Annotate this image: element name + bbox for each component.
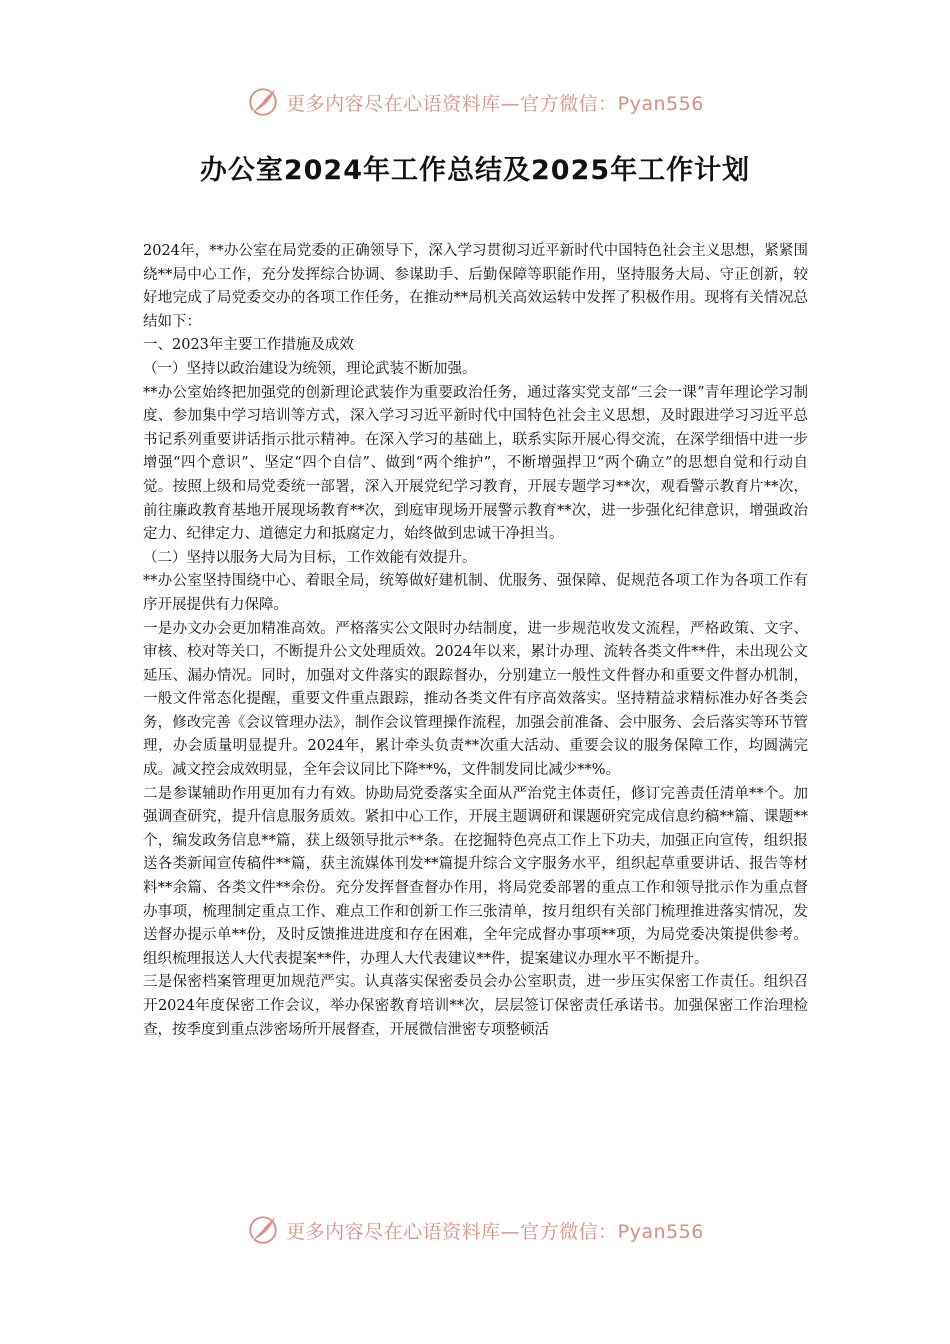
document-body xyxy=(143,240,808,1042)
body-paragraph: 三是保密档案管理更加规范严实。认真落实保密委员会办公室职责，进一步压实保密工作责任。组织召开2024年度保密工作会议，举办保密教育培训**次，层层签订保密责任承诺书。加强保密工作治理检查，按季度到重点涉密场所开展督查，开展微信泄密专项整顿活 xyxy=(143,974,808,1038)
feather-pen-logo-icon xyxy=(246,85,280,119)
subsection-heading: （二）坚持以服务大局为目标，工作效能有效提升。 xyxy=(143,549,477,566)
watermark-footer xyxy=(0,1210,950,1250)
watermark-text: 更多内容尽在心语资料库—官方微信：Pyan556 xyxy=(286,92,704,115)
watermark-text: 更多内容尽在心语资料库—官方微信：Pyan556 xyxy=(286,1220,704,1243)
section-heading: 一、2023年主要工作措施及成效 xyxy=(143,337,354,354)
document-title: 办公室2024年工作总结及2025年工作计划 xyxy=(199,155,751,186)
subsection-heading: （一）坚持以政治建设为统领，理论武装不断加强。 xyxy=(143,360,477,377)
body-paragraph: **办公室始终把加强党的创新理论武装作为重要政治任务，通过落实党支部“三会一课”青年理论学习制度、参加集中学习培训等方式，深入学习习近平新时代中国特色社会主义思想，及时跟进学习习近平总书记系列重要讲话指示批示精神。在深入学习的基础上，联系实际开展心得交流，在深学细悟中进一步增强“四个意识”、坚定“四个自信”、做到“两个维护”，不断增强捍卫“两个确立”的思想自觉和行动自觉。按照上级和局党委统一部署，深入开展党纪学习教育，开展专题学习**次，观看警示教育片**次，前往廉政教育基地开展现场教育**次，到庭审现场开展警示教育**次，进一步强化纪律意识，增强政治定力、纪律定力、道德定力和抵腐定力，始终做到忠诚干净担当。 xyxy=(143,384,808,543)
watermark-header xyxy=(0,82,950,122)
intro-paragraph: 2024年，**办公室在局党委的正确领导下，深入学习贯彻习近平新时代中国特色社会主义思想，紧紧围绕**局中心工作，充分发挥综合协调、参谋助手、后勤保障等职能作用，坚持服务大局、守正创新，较好地完成了局党委交办的各项工作任务，在推动**局机关高效运转中发挥了积极作用。现将有关情况总结如下： xyxy=(143,243,808,330)
body-paragraph: 二是参谋辅助作用更加有力有效。协助局党委落实全面从严治党主体责任，修订完善责任清单**个。加强调查研究，提升信息服务质效。紧扣中心工作，开展主题调研和课题研究完成信息约稿**篇、课题**个，编发政务信息**篇，获上级领导批示**条。在挖掘特色亮点工作上下功夫，加强正向宣传，组织报送各类新闻宣传稿件**篇，获主流媒体刊发**篇提升综合文字服务水平，组织起草重要讲话、报告等材料**余篇、各类文件**余份。充分发挥督查督办作用，将局党委部署的重点工作和领导批示作为重点督办事项，梳理制定重点工作、难点工作和创新工作三张清单，按月组织有关部门梳理推进落实情况，发送督办提示单**份，及时反馈推进进度和存在困难，全年完成督办事项**项，为局党委决策提供参考。组织梳理报送人大代表提案**件，办理人大代表建议**件，提案建议办理水平不断提升。 xyxy=(143,785,808,967)
body-paragraph: 一是办文办会更加精准高效。严格落实公文限时办结制度，进一步规范收发文流程，严格政策、文字、审核、校对等关口，不断提升公文处理质效。2024年以来，累计办理、流转各类文件**件，未出现公文延压、漏办情况。同时，加强对文件落实的跟踪督办，分别建立一般性文件督办和重要文件督办机制，一般文件常态化提醒，重要文件重点跟踪，推动各类文件有序高效落实。坚持精益求精标准办好各类会务，修改完善《会议管理办法》，制作会议管理操作流程，加强会前准备、会中服务、会后落实等环节管理，办会质量明显提升。2024年，累计牵头负责**次重大活动、重要会议的服务保障工作，均圆满完成。减文控会成效明显，全年会议同比下降**%，文件制发同比减少**%。 xyxy=(143,620,808,779)
body-paragraph: **办公室坚持围绕中心、着眼全局，统筹做好建机制、优服务、强保障、促规范各项工作为各项工作有序开展提供有力保障。 xyxy=(143,573,808,613)
feather-pen-logo-icon xyxy=(246,1213,280,1247)
